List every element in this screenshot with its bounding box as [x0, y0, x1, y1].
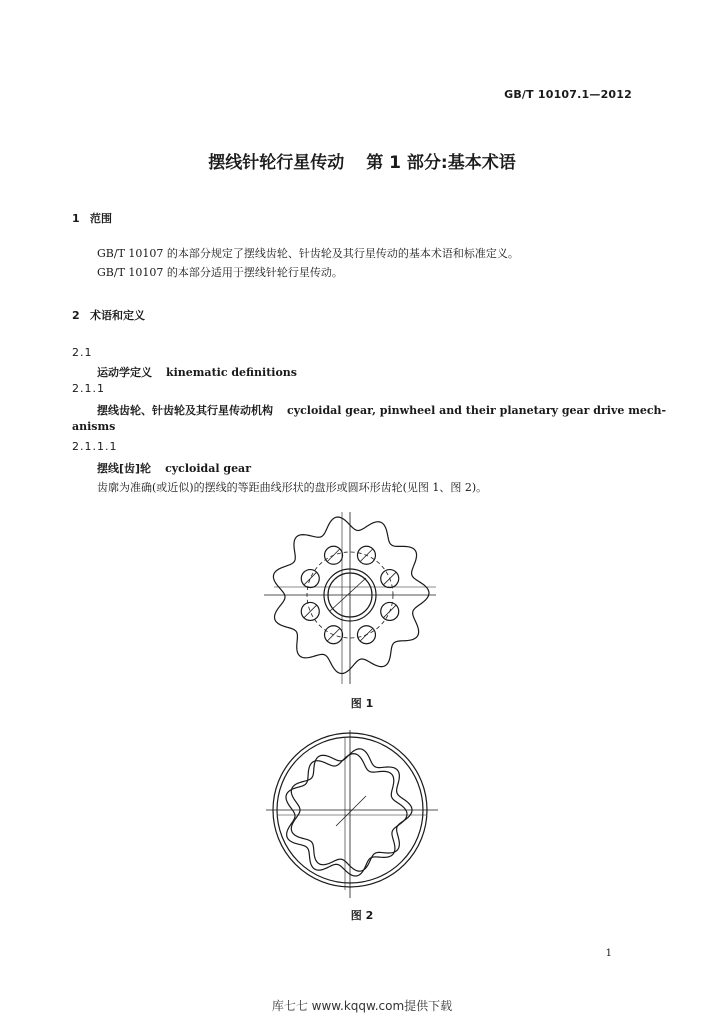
- figure-1-caption: 图 1: [350, 697, 374, 710]
- term-definition: 齿廓为准确(或近似)的摆线的等距曲线形状的盘形或圆环形齿轮(见图 1、图 2)。: [97, 481, 488, 494]
- pin-hole-hatch: [360, 549, 372, 561]
- term-zh: 运动学定义: [97, 366, 152, 379]
- standard-number: GB/T 10107.1—2012: [504, 88, 632, 101]
- section-1-heading: [72, 210, 112, 226]
- term-zh: 摆线[齿]轮: [97, 462, 152, 475]
- section-1-body: [97, 244, 519, 282]
- term-en: cycloidal gear, pinwheel and their planetary gear drive mech-: [287, 404, 667, 417]
- pin-hole-hatch: [304, 573, 316, 585]
- pin-hole-hatch: [384, 573, 396, 585]
- figure-2-caption: 图 2: [350, 909, 374, 922]
- term-2-1: [97, 364, 297, 380]
- section-2-heading: [72, 307, 145, 323]
- section-hatch: [336, 796, 366, 826]
- section-title: 术语和定义: [90, 309, 145, 322]
- paragraph: GB/T 10107 的本部分适用于摆线针轮行星传动。: [97, 266, 343, 279]
- term-2-1-1-1: [97, 460, 251, 476]
- term-2-1-1: [97, 402, 666, 418]
- term-2-1-1-continuation: [72, 420, 115, 433]
- download-footer: 库七七 www.kqqw.com提供下载: [271, 999, 453, 1013]
- section-number: 1: [72, 212, 80, 225]
- title-part: 第 1 部分:基本术语: [366, 153, 516, 173]
- section-number: 2: [72, 309, 80, 322]
- figure-2-ring-cycloidal-gear-drawing: [266, 730, 441, 900]
- term-en: kinematic definitions: [166, 366, 298, 379]
- pin-hole-hatch: [328, 549, 340, 561]
- term-en-continued: anisms: [72, 420, 116, 433]
- term-zh: 摆线齿轮、针齿轮及其行星传动机构: [97, 404, 273, 417]
- term-en: cycloidal gear: [165, 462, 251, 475]
- section-title: 范围: [90, 212, 112, 225]
- document-title: [0, 148, 724, 173]
- clause-number-2-1: 2.1: [72, 346, 93, 359]
- page-number: 1: [605, 948, 612, 959]
- pin-hole-hatch: [360, 629, 372, 641]
- pin-hole-hatch: [304, 605, 316, 617]
- section-hatch: [330, 578, 366, 611]
- clause-number-2-1-1-1: 2.1.1.1: [72, 440, 118, 453]
- clause-number-2-1-1: 2.1.1: [72, 382, 105, 395]
- title-main: 摆线针轮行星传动: [208, 153, 345, 173]
- pin-hole-hatch: [328, 629, 340, 641]
- figure-1-cycloidal-gear-drawing: [258, 508, 448, 688]
- paragraph: GB/T 10107 的本部分规定了摆线齿轮、针齿轮及其行星传动的基本术语和标准定义。: [97, 247, 519, 260]
- pin-hole-hatch: [384, 605, 396, 617]
